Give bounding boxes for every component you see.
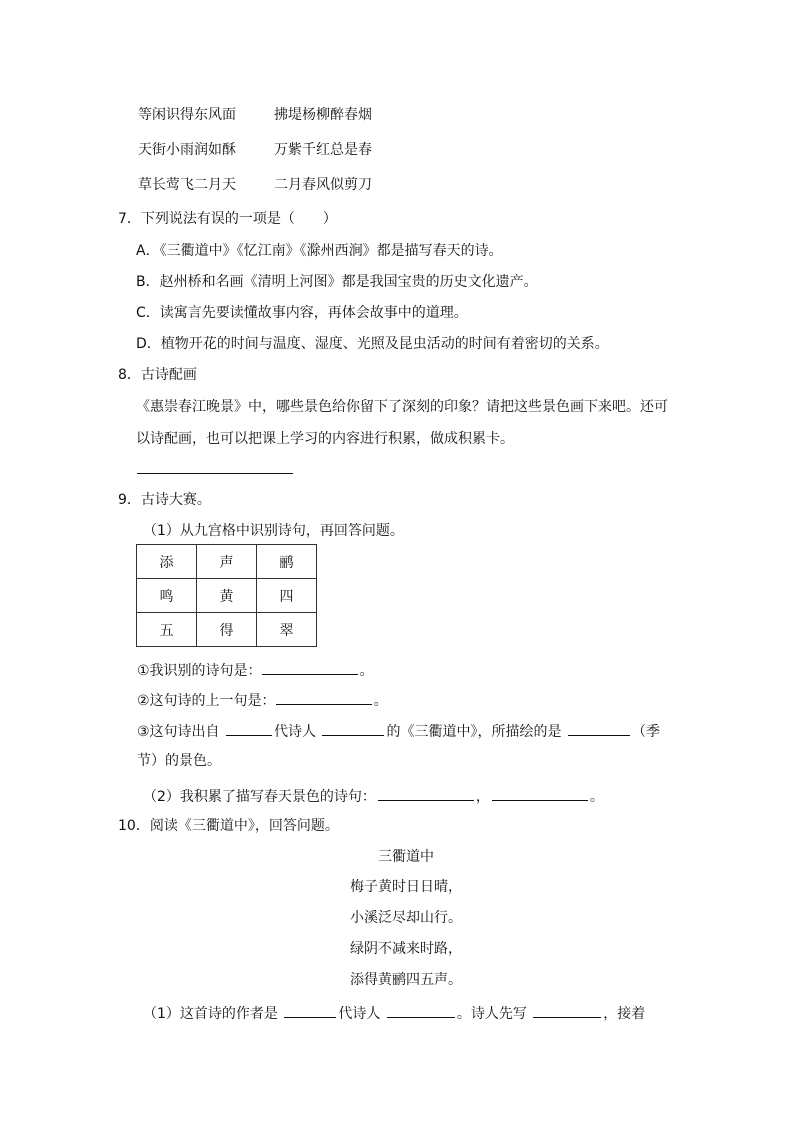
grid-cell: 鸣 <box>137 579 197 613</box>
q7-stem: 7．下列说法有误的一项是（ ） <box>118 211 337 227</box>
q7-option-b: B．赵州桥和名画《清明上河图》都是我国宝贵的历史文化遗产。 <box>136 274 538 290</box>
grid-cell: 翠 <box>257 613 317 647</box>
q7-option-c: C．读寓言先要读懂故事内容，再体会故事中的道理。 <box>136 305 468 321</box>
blank-first-describes[interactable] <box>533 1003 601 1018</box>
grid-cell: 四 <box>257 579 317 613</box>
poem-line-2: 小溪泛尽却山行。 <box>350 910 462 926</box>
blank-season[interactable] <box>568 721 630 736</box>
blank-poet[interactable] <box>322 721 384 736</box>
blank-spring-poem-1[interactable] <box>378 786 474 801</box>
grid-cell: 黄 <box>197 579 257 613</box>
q8-answer-blank[interactable] <box>137 473 293 474</box>
blank-identified-line[interactable] <box>262 660 358 675</box>
blank-dynasty[interactable] <box>226 721 272 736</box>
grid-cell: 得 <box>197 613 257 647</box>
blank-previous-line[interactable] <box>276 690 372 705</box>
blank-author-dynasty[interactable] <box>284 1003 336 1018</box>
match-left-1: 等闲识得东风面 <box>138 107 236 123</box>
q10-stem: 10．阅读《三衢道中》，回答问题。 <box>118 818 339 834</box>
poem-title: 三衢道中 <box>378 849 434 865</box>
grid-cell: 五 <box>137 613 197 647</box>
q9-item-2: ②这句诗的上一句是： 。 <box>137 690 388 710</box>
q10-sub-1: （1）这首诗的作者是 代诗人 。诗人先写 ，接着 <box>143 1003 645 1023</box>
poem-line-4: 添得黄鹂四五声。 <box>350 972 462 988</box>
match-right-2: 万紫千红总是春 <box>274 142 372 158</box>
q9-sub-2: （2）我积累了描写春天景色的诗句： ， 。 <box>143 786 604 806</box>
q9-stem: 9．古诗大赛。 <box>118 492 211 508</box>
q8-line-1: 《惠崇春江晚景》中，哪些景色给你留下了深刻的印象？请把这些景色画下来吧。还可 <box>136 399 668 415</box>
q9-item-3-cont: 节）的景色。 <box>137 753 221 769</box>
poem-line-3: 绿阴不减来时路， <box>350 941 462 957</box>
q7-option-d: D．植物开花的时间与温度、湿度、光照及昆虫活动的时间有着密切的关系。 <box>136 336 609 352</box>
q9-sub-1: （1）从九宫格中识别诗句，再回答问题。 <box>143 523 404 539</box>
match-left-3: 草长莺飞二月天 <box>138 177 236 193</box>
grid-cell: 添 <box>137 545 197 579</box>
match-left-2: 天街小雨润如酥 <box>138 142 236 158</box>
q8-stem: 8．古诗配画 <box>118 367 197 383</box>
grid-cell: 声 <box>197 545 257 579</box>
poem-line-1: 梅子黄时日日晴， <box>350 879 462 895</box>
nine-square-grid <box>136 544 317 647</box>
match-right-1: 拂堤杨柳醉春烟 <box>274 107 372 123</box>
grid-cell: 鹂 <box>257 545 317 579</box>
q8-line-2: 以诗配画，也可以把课上学习的内容进行积累，做成积累卡。 <box>136 431 514 447</box>
blank-author-name[interactable] <box>387 1003 455 1018</box>
q7-option-a: A．《三衢道中》《忆江南》《滁州西涧》都是描写春天的诗。 <box>136 243 503 259</box>
q9-item-1: ①我识别的诗句是： 。 <box>137 660 374 680</box>
match-right-3: 二月春风似剪刀 <box>274 177 372 193</box>
q9-item-3: ③这句诗出自 代诗人 的《三衢道中》，所描绘的是 （季 <box>137 721 660 741</box>
blank-spring-poem-2[interactable] <box>492 786 588 801</box>
